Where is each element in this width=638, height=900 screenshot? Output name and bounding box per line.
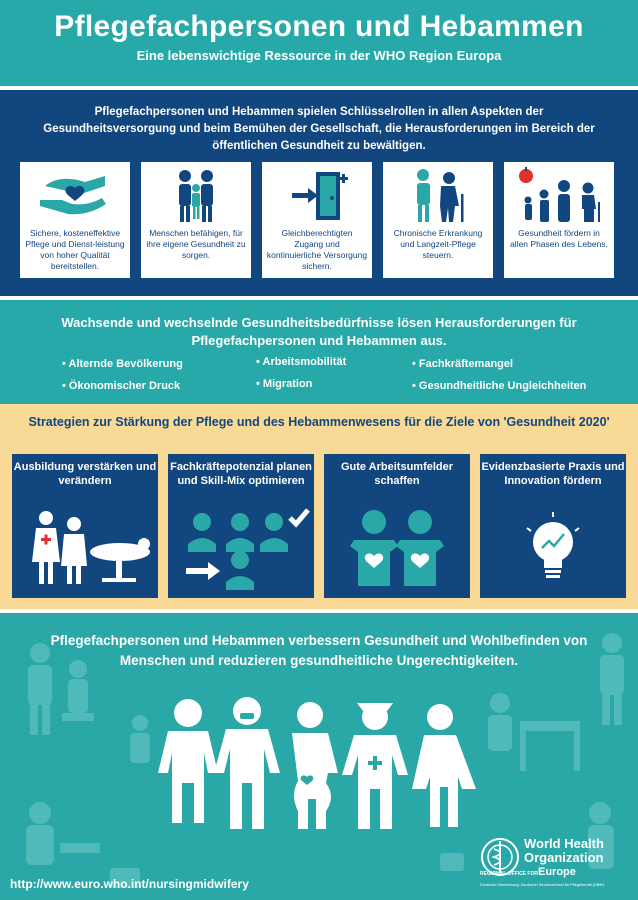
role-card-lifespan bbox=[504, 162, 614, 278]
translation-credit: Deutsche Übersetzung: Deutscher Berufsverband für Pflegeberufe (DBfK) bbox=[480, 883, 605, 887]
strategy-title: Gute Arbeitsumfelder schaffen bbox=[340, 461, 454, 487]
who-logo bbox=[480, 835, 630, 895]
role-card-text: Gleichberechtigten Zugang und kontinuierliche Versorgung sichern. bbox=[266, 228, 368, 271]
challenge-bullet: • Ökonomischer Druck bbox=[62, 380, 181, 392]
strategy-title: Ausbildung verstärken und verändern bbox=[13, 461, 157, 487]
closing-section bbox=[0, 613, 638, 900]
strategy-box-environment bbox=[324, 454, 470, 598]
strategies-title: Strategien zur Stärkung der Pflege und des Hebammenwesens für die Ziele von 'Gesundheit 2020' bbox=[28, 415, 610, 429]
challenge-bullet: • Alternde Bevölkerung bbox=[62, 358, 183, 370]
strategy-box-evidence bbox=[480, 454, 626, 598]
role-card-quality bbox=[20, 162, 130, 278]
challenge-bullet: • Migration bbox=[256, 378, 313, 390]
strategies-section bbox=[0, 404, 638, 609]
who-name-line1: World Health bbox=[524, 836, 604, 851]
closing-statement: Pflegefachpersonen und Hebammen verbessern Gesundheit und Wohlbefinden von Menschen und reduzieren gesundheitliche Ungerechtigkeiten. bbox=[50, 633, 588, 668]
elderly-care-icon bbox=[383, 166, 493, 224]
header bbox=[0, 0, 638, 86]
strategy-title: Evidenzbasierte Praxis und Innovation fördern bbox=[481, 461, 625, 487]
website-link[interactable]: http://www.euro.who.int/nursingmidwifery bbox=[10, 877, 249, 891]
who-europe-label: Europe bbox=[538, 866, 576, 878]
strategy-box-education bbox=[12, 454, 158, 598]
role-card-empower bbox=[141, 162, 251, 278]
page-title: Pflegefachpersonen und Hebammen bbox=[54, 10, 584, 43]
challenges-title: Wachsende und wechselnde Gesundheitsbedürfnisse lösen Herausforderungen für Pflegefachpersonen und Hebammen aus. bbox=[61, 315, 577, 348]
roles-intro: Pflegefachpersonen und Hebammen spielen Schlüsselrollen in allen Aspekten der Gesundheitsversorgung und beim Bemühen der Gesellschaft, die Herausforderungen im Bereich der öffentlichen Gesundheit zu bewältigen. bbox=[43, 106, 595, 152]
role-card-text: Menschen befähigen, für ihre eigene Gesundheit zu sorgen. bbox=[146, 228, 246, 260]
role-card-text: Chronische Erkrankung und Langzeit-Pflege steuern. bbox=[393, 228, 483, 260]
challenge-bullet: • Fachkräftemangel bbox=[412, 358, 514, 370]
role-card-chronic bbox=[383, 162, 493, 278]
people-raised-arms-icon bbox=[141, 166, 251, 224]
who-name-line2: Organization bbox=[524, 850, 604, 865]
hands-heart-icon bbox=[20, 166, 130, 224]
family-apple-icon bbox=[504, 166, 614, 224]
lightbulb-chart-icon bbox=[480, 504, 626, 592]
challenge-bullet: • Arbeitsmobilität bbox=[256, 356, 347, 368]
page-subtitle: Eine lebenswichtige Ressource in der WHO Region Europa bbox=[136, 48, 502, 63]
nurses-patient-icon bbox=[12, 504, 158, 592]
role-card-text: Gesundheit fördern in allen Phasen des Lebens. bbox=[510, 228, 608, 249]
staff-planning-icon bbox=[168, 504, 314, 592]
strategy-box-workforce bbox=[168, 454, 314, 598]
door-entry-icon bbox=[262, 166, 372, 224]
role-card-access bbox=[262, 162, 372, 278]
challenges-section bbox=[0, 300, 638, 400]
role-card-text: Sichere, kosteneffektive Pflege und Dienst-leistung von hoher Qualität bereitstellen. bbox=[25, 228, 125, 271]
challenge-bullet: • Gesundheitliche Ungleichheiten bbox=[412, 380, 587, 392]
who-regional-label: REGIONAL OFFICE FOR bbox=[480, 871, 538, 877]
strategy-title: Fachkräftepotenzial planen und Skill-Mix optimieren bbox=[170, 461, 312, 487]
two-people-hearts-icon bbox=[324, 504, 470, 592]
